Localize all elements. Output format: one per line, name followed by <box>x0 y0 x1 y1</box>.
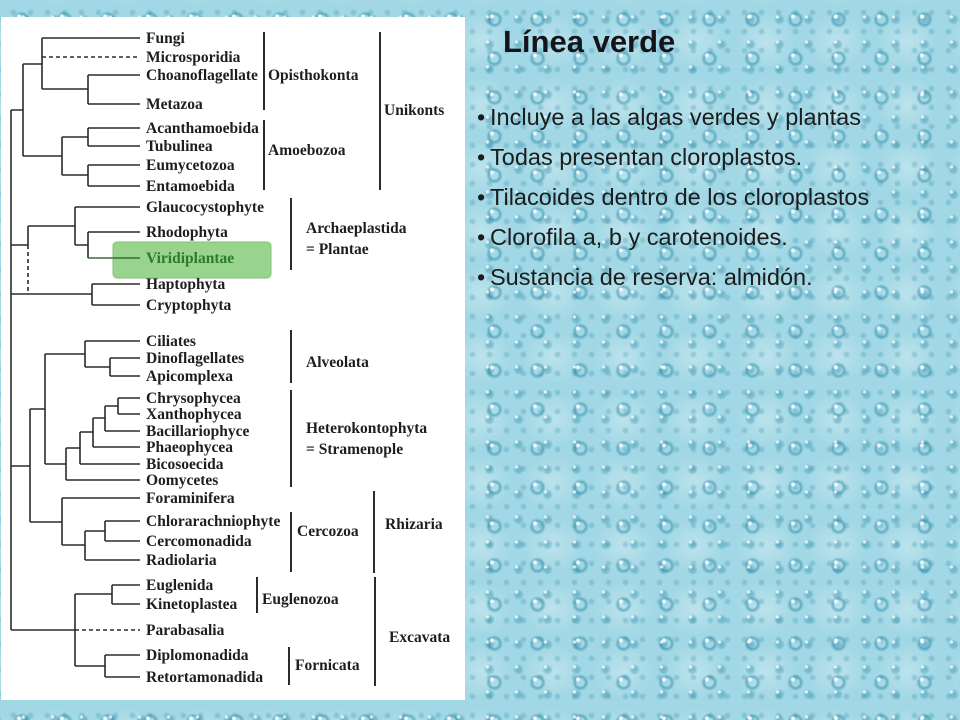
taxon-label-eumycetozoa: Eumycetozoa <box>146 157 235 174</box>
bullet-text: Todas presentan cloroplastos. <box>490 144 803 170</box>
taxon-label-parabasalia: Parabasalia <box>146 622 225 639</box>
taxon-label-fungi: Fungi <box>146 30 185 47</box>
taxon-label-bicosoecida: Bicosoecida <box>146 456 224 473</box>
bullet-item <box>477 217 869 257</box>
taxon-label-haptophyta: Haptophyta <box>146 276 226 293</box>
taxon-label-bacillariophyce: Bacillariophyce <box>146 423 250 440</box>
taxon-label-radiolaria: Radiolaria <box>146 552 217 569</box>
taxon-label-retortamonadida: Retortamonadida <box>146 669 264 686</box>
bullet-item <box>477 257 869 297</box>
bullet-item <box>477 177 869 217</box>
bullet-symbol: • <box>477 184 486 210</box>
bullet-symbol: • <box>477 224 486 250</box>
taxon-label-chlorarachniophyte: Chlorarachniophyte <box>146 513 281 530</box>
bullet-symbol: • <box>477 144 486 170</box>
group-label-opisthokonta: Opisthokonta <box>268 67 359 84</box>
taxon-label-rhodophyta: Rhodophyta <box>146 224 228 241</box>
taxon-label-microsporidia: Microsporidia <box>146 49 241 66</box>
group-label-archaeplastida: Archaeplastida <box>306 220 407 237</box>
bullet-text: Clorofila a, b y carotenoides. <box>490 224 788 250</box>
taxon-label-cercomonadida: Cercomonadida <box>146 533 252 550</box>
taxon-label-foraminifera: Foraminifera <box>146 490 235 507</box>
taxon-label-tubulinea: Tubulinea <box>146 138 213 155</box>
taxon-label-metazoa: Metazoa <box>146 96 203 113</box>
amoebozoa-branches <box>23 128 140 186</box>
phylogenetic-tree <box>0 0 465 720</box>
taxon-label-glaucocystophyte: Glaucocystophyte <box>146 199 264 216</box>
chromalveolate-branches <box>30 354 45 464</box>
opisthokonta-branches <box>23 38 140 104</box>
group-label-cercozoa: Cercozoa <box>297 523 359 540</box>
group-label-euglenozoa: Euglenozoa <box>262 591 339 608</box>
taxon-label-oomycetes: Oomycetes <box>146 472 219 489</box>
unikonts-branches <box>11 64 23 156</box>
group-label-alveolata: Alveolata <box>306 354 369 371</box>
taxon-label-ciliates: Ciliates <box>146 333 196 350</box>
taxon-label-acanthamoebida: Acanthamoebida <box>146 120 259 137</box>
stramenopile-branches <box>45 398 140 480</box>
group-label-stramenople: = Stramenople <box>306 441 404 458</box>
taxon-label-xanthophycea: Xanthophycea <box>146 406 242 423</box>
bullet-item <box>477 97 869 137</box>
hapto-crypto-branches <box>11 284 140 305</box>
taxon-label-dinoflagellates: Dinoflagellates <box>146 350 245 367</box>
bullet-text: Tilacoides dentro de los cloroplastos <box>490 184 870 210</box>
alveolata-branches <box>45 341 140 376</box>
taxon-label-euglenida: Euglenida <box>146 577 214 594</box>
taxon-label-entamoebida: Entamoebida <box>146 178 235 195</box>
group-label-excavata: Excavata <box>389 629 451 646</box>
taxon-label-apicomplexa: Apicomplexa <box>146 368 233 385</box>
group-label-unikonts: Unikonts <box>384 102 445 119</box>
excavata-branches <box>11 585 140 677</box>
group-label-heterokontophyta: Heterokontophyta <box>306 420 428 437</box>
group-label-fornicata: Fornicata <box>295 657 360 674</box>
bullet-item <box>477 137 869 177</box>
group-label-rhizaria: Rhizaria <box>385 516 443 533</box>
group-label-amoebozoa: Amoebozoa <box>268 142 346 159</box>
slide-title: Línea verde <box>503 24 676 59</box>
bullet-list <box>477 97 869 297</box>
taxon-label-kinetoplastea: Kinetoplastea <box>146 596 238 613</box>
bullet-symbol: • <box>477 104 486 130</box>
bullet-text: Sustancia de reserva: almidón. <box>490 264 813 290</box>
taxon-label-chrysophycea: Chrysophycea <box>146 390 241 407</box>
bullet-text: Incluye a las algas verdes y plantas <box>490 104 861 130</box>
bullet-symbol: • <box>477 264 486 290</box>
taxon-label-cryptophyta: Cryptophyta <box>146 297 232 314</box>
taxon-label-viridiplantae: Viridiplantae <box>146 250 235 267</box>
taxon-label-diplomonadida: Diplomonadida <box>146 647 249 664</box>
group-label-plantae: = Plantae <box>306 241 369 258</box>
taxon-label-phaeophycea: Phaeophycea <box>146 439 233 456</box>
taxon-label-choanoflagellate: Choanoflagellate <box>146 67 258 84</box>
